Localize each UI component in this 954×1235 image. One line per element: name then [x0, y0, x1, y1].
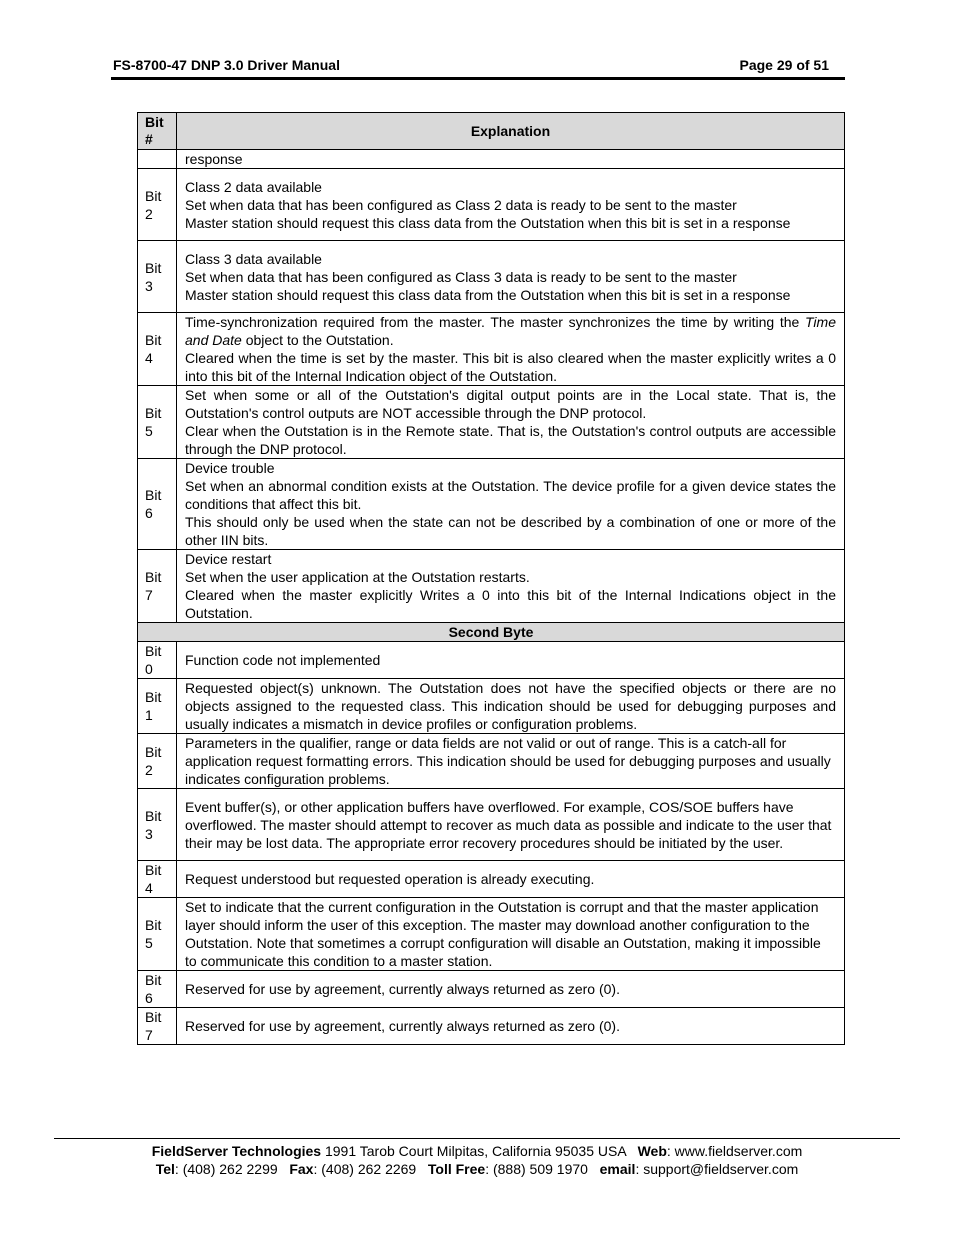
explanation-line: Set when data that has been configured as Class 3 data is ready to be sent to the master [185, 268, 737, 285]
bit-cell: Bit 6 [138, 971, 177, 1008]
table-row [138, 150, 845, 169]
explanation-text: Time-synchronization required from the master. The master synchronizes the time by writing the [185, 314, 805, 330]
footer-line-2 [54, 1160, 900, 1178]
table-row [138, 789, 845, 861]
bit-cell: Bit 1 [138, 679, 177, 734]
explanation-line [185, 313, 836, 349]
table-row [138, 642, 845, 679]
explanation-italic-text: Time and Date [185, 314, 836, 348]
explanation-cell [177, 550, 845, 623]
email-label: email [599, 1161, 636, 1177]
table-row [138, 679, 845, 734]
bit-cell: Bit 5 [138, 898, 177, 971]
bit-cell: Bit 4 [138, 313, 177, 386]
explanation-line: response [185, 151, 243, 167]
table-row [138, 734, 845, 789]
explanation-line: Device trouble [185, 460, 275, 476]
section-row [138, 623, 845, 642]
explanation-line: Set when an abnormal condition exists at the Outstation. The device profile for a given device states the conditions that affect this bit. [185, 478, 836, 512]
footer-divider [54, 1138, 900, 1139]
bit-cell: Bit 7 [138, 1008, 177, 1045]
table-row [138, 386, 845, 459]
explanation-cell: Function code not implemented [177, 642, 845, 679]
explanation-line: Set when some or all of the Outstation's digital output points are in the Local state. That is, the Outstation's control outputs are NOT accessible through the DNP protocol. [185, 387, 836, 421]
explanation-cell: Request understood but requested operation is already executing. [177, 861, 845, 898]
explanation-line: Clear when the Outstation is in the Remote state. That is, the Outstation's control outputs are accessible through the DNP protocol. [185, 423, 836, 457]
explanation-cell: Reserved for use by agreement, currently always returned as zero (0). [177, 1008, 845, 1045]
explanation-line: Class 2 data available [185, 178, 322, 195]
explanation-cell [177, 169, 845, 241]
web-address: : www.fieldserver.com [666, 1143, 803, 1159]
fax-number: : (408) 262 2269 [313, 1161, 428, 1177]
tel-number: : (408) 262 2299 [174, 1161, 290, 1177]
explanation-line: This should only be used when the state can not be described by a combination of one or more of the other IIN bits. [185, 514, 836, 548]
explanation-cell [177, 459, 845, 550]
bit-cell: Bit 5 [138, 386, 177, 459]
table-row [138, 898, 845, 971]
table-row [138, 241, 845, 313]
explanation-cell [177, 386, 845, 459]
page-footer [54, 1142, 900, 1178]
web-label: Web [637, 1143, 667, 1159]
bit-cell: Bit 3 [138, 241, 177, 313]
table-row [138, 169, 845, 241]
explanation-cell: Set to indicate that the current configuration in the Outstation is corrupt and that the master application layer should inform the user of this exception. The master may download another configuration to the Outstation. Note that sometimes a corrupt configuration will disable an Outstation, making it impossible to communicate this condition to a master station. [177, 898, 845, 971]
explanation-line: Device restart [185, 551, 272, 567]
explanation-cell [177, 313, 845, 386]
bit-cell [138, 150, 177, 169]
explanation-cell: Event buffer(s), or other application buffers have overflowed. For example, COS/SOE buffers have overflowed. The master should attempt to recover as much data as possible and indicate to the user that their may be lost data. The appropriate error recovery procedures should be initiated by the user. [177, 789, 845, 861]
explanation-line: Class 3 data available [185, 250, 322, 267]
tollfree-number: : (888) 509 1970 [485, 1161, 600, 1177]
explanation-column-header: Explanation [177, 113, 845, 150]
tel-label: Tel [155, 1161, 175, 1177]
bit-column-header: Bit # [138, 113, 177, 150]
bit-cell: Bit 0 [138, 642, 177, 679]
explanation-line: Master station should request this class data from the Outstation when this bit is set in a response [185, 214, 791, 231]
explanation-line: Set when data that has been configured as Class 2 data is ready to be sent to the master [185, 196, 737, 213]
page-number: Page 29 of 51 [739, 57, 829, 73]
table-row [138, 550, 845, 623]
bit-cell: Bit 3 [138, 789, 177, 861]
company-name: FieldServer Technologies [151, 1143, 322, 1159]
bit-cell: Bit 2 [138, 169, 177, 241]
explanation-line: Cleared when the master explicitly Writes a 0 into this bit of the Internal Indications object in the Outstation. [185, 587, 836, 621]
company-address: 1991 Tarob Court Milpitas, California 95035 USA [321, 1143, 638, 1159]
table-row [138, 861, 845, 898]
second-byte-heading: Second Byte [138, 623, 845, 642]
bit-cell: Bit 6 [138, 459, 177, 550]
explanation-cell: Requested object(s) unknown. The Outstation does not have the specified objects or there are no objects assigned to the requested class. This indication should be used for debugging purposes and usually indicates a mismatch in device profiles or configuration problems. [177, 679, 845, 734]
explanation-line: Master station should request this class data from the Outstation when this bit is set in a response [185, 286, 791, 303]
table-row [138, 313, 845, 386]
explanation-cell [177, 241, 845, 313]
email-address: : support@fieldserver.com [635, 1161, 799, 1177]
explanation-line: Set when the user application at the Outstation restarts. [185, 569, 530, 585]
table-row [138, 1008, 845, 1045]
bit-cell: Bit 2 [138, 734, 177, 789]
tollfree-label: Toll Free [427, 1161, 486, 1177]
iin-bits-table [137, 112, 845, 1045]
table-row [138, 971, 845, 1008]
table-header-row [138, 113, 845, 150]
explanation-line: Cleared when the time is set by the master. This bit is also cleared when the master explicitly writes a 0 into this bit of the Internal Indication object of the Outstation. [185, 350, 836, 384]
footer-line-1 [54, 1142, 900, 1160]
page-header [111, 57, 845, 80]
explanation-cell: Parameters in the qualifier, range or data fields are not valid or out of range. This is a catch-all for application request formatting errors. This indication should be used for debugging purposes and usually indicates configuration problems. [177, 734, 845, 789]
bit-cell: Bit 7 [138, 550, 177, 623]
table-row [138, 459, 845, 550]
document-title: FS-8700-47 DNP 3.0 Driver Manual [113, 57, 340, 73]
explanation-cell: Reserved for use by agreement, currently always returned as zero (0). [177, 971, 845, 1008]
explanation-cell [177, 150, 845, 169]
explanation-text: object to the Outstation. [241, 332, 394, 348]
fax-label: Fax [289, 1161, 314, 1177]
bit-cell: Bit 4 [138, 861, 177, 898]
